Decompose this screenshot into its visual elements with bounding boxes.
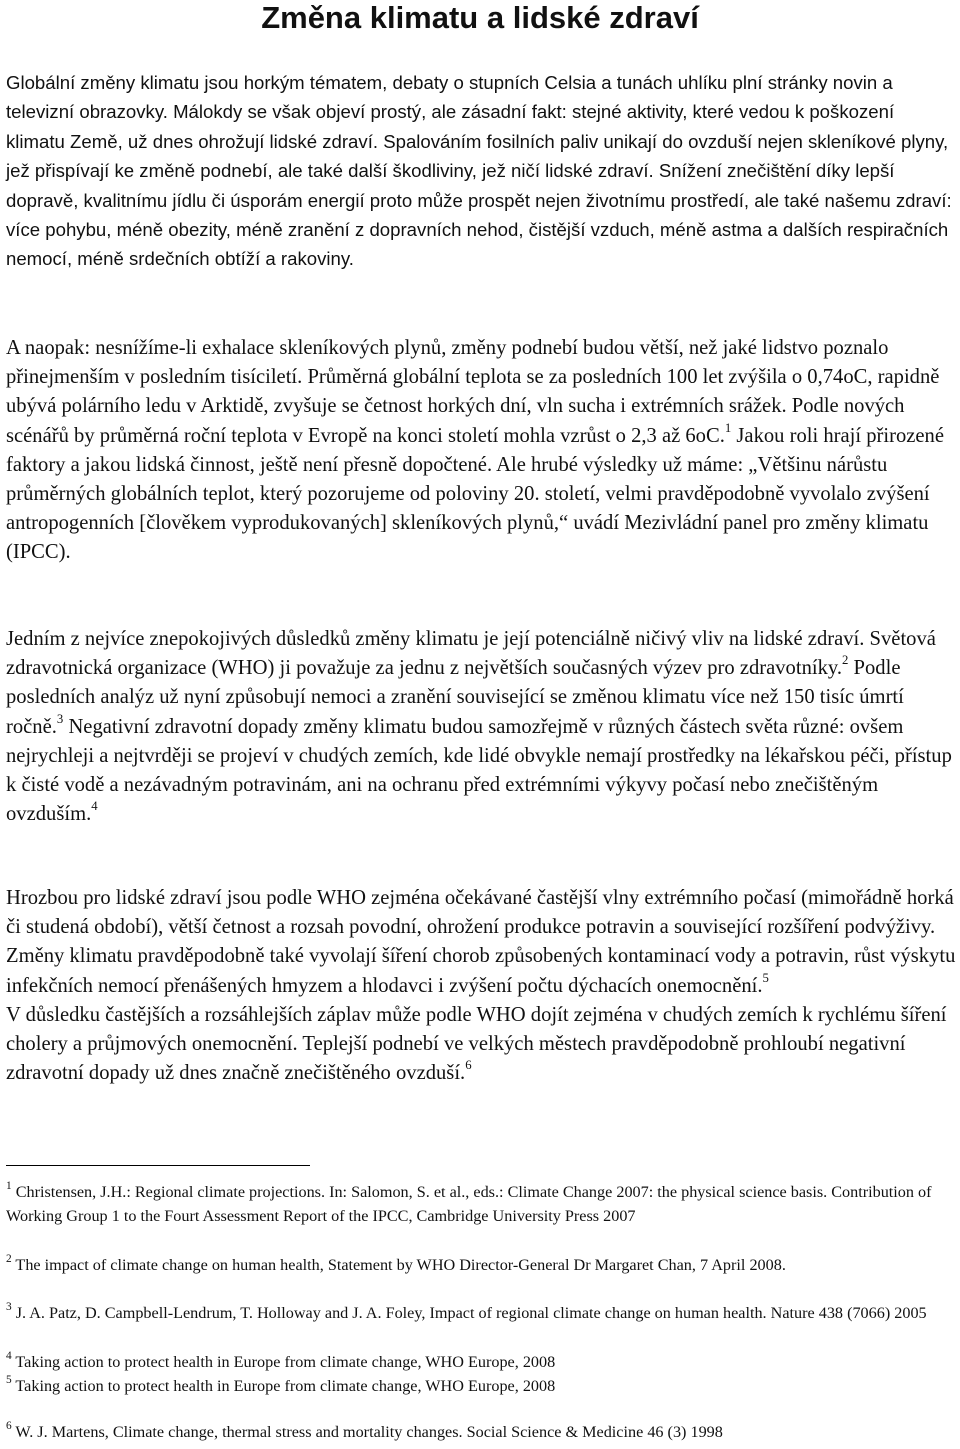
footnote-ref-2: 2 — [842, 653, 849, 668]
paragraph-who-text-2: V důsledku častějších a rozsáhlejších záplav může podle WHO dojít zejména v chudých zemích k rychlému šíření cholery a průjmových onemocnění. Teplejší podnebí ve velkých městech pravděpodobně prohloubí negativní zdravotní dopady už dnes značně znečištěného ovzduší. — [6, 1003, 947, 1085]
footnote-text: Christensen, J.H.: Regional climate projections. In: Salomon, S. et al., eds.: Climate Change 2007: the physical science basis. Contribution of Working Group 1 to the Fourt Assessment Report of the IPCC, Cambridge University Press 2007 — [6, 1183, 932, 1226]
paragraph-who-threats — [6, 884, 956, 1088]
page-title: Změna klimatu a lidské zdraví — [261, 0, 699, 35]
footnote-ref-4: 4 — [91, 799, 98, 814]
footnote-ref-1: 1 — [724, 420, 732, 435]
paragraph-intro-text-1: Globální změny klimatu jsou horkým tématem, debaty o stupních Celsia a tunách uhlíku plní stránky novin a televizní obrazovky. Málokdy se však objeví prostý, ale zásadní fakt: stejné aktivity, které vedou k poškození klimatu Země, už dnes ohrožují lidské zdraví. — [6, 72, 895, 152]
paragraph-who-text-1: Hrozbou pro lidské zdraví jsou podle WHO zejména očekávané častější vlny extrémního počasí (mimořádně horká či studená období), větší četnost a rozsah povodní, ohrožení produkce potravin a související rozšíření podvýživy. Změny klimatu pravděpodobně také vyvolají šíření chorob způsobených kontaminací vody a potravin, růst výskytu infekčních nemocí přenášených hmyzem a hlodavci i zvýšení počtu dýchacích onemocnění. — [6, 887, 956, 997]
footnote-6 — [6, 1420, 956, 1444]
footnote-number: 1 — [6, 1179, 12, 1192]
footnote-text: The impact of climate change on human health, Statement by WHO Director-General Dr Margaret Chan, 7 April 2008. — [11, 1256, 786, 1274]
paragraph-health-text-2: Podle posledních analýz už nyní způsobují nemoci a zranění související se změnou klimatu více než 150 tisíc úmrtí ročně. — [6, 657, 904, 738]
paragraph-temperature-text-3: Jakou roli hrají přirozené faktory a jakou lidská činnost, ještě není přesně dopočtené. Ale hrubé výsledky už máme: „Většinu nárůstu průměrných globálních teplot, který pozorujeme od poloviny 20. století, velmi pravděpodobně vyvolalo zvýšení antropogenních [člověkem vyprodukovaných] skleníkových plynů,“ uvádí Mezivládní panel pro změny klimatu (IPCC). — [6, 424, 944, 564]
paragraph-temperature-text-2: Průměrná globální teplota se za posledních 100 let zvýšila o 0,74oC, rapidně ubývá polárního ledu v Arktidě, zvyšuje se četnost horkých dní, vln sucha i extrémních srážek. Podle nových scénářů by průměrná roční teplota v Evropě na konci století mohla vzrůst o 2,3 až 6oC. — [6, 366, 940, 447]
footnote-text: Taking action to protect health in Europe from climate change, WHO Europe, 2008 — [11, 1377, 556, 1395]
paragraph-health-text-3: Negativní zdravotní dopady změny klimatu budou samozřejmě v různých částech světa různé: ovšem nejrychleji a nejtvrději se projeví v chudých zemích, kde lidé obvykle nemají prostředky na lékařskou péči, přístup k čisté vodě a nezávadným potravinám, ani na ochranu před extrémními výkyvy počasí nebo znečištěným ovzduším. — [6, 715, 952, 826]
footnote-number: 6 — [6, 1419, 12, 1432]
footnote-text: W. J. Martens, Climate change, thermal stress and mortality changes. Social Science & Medicine 46 (3) 1998 — [11, 1423, 723, 1441]
footnote-number: 2 — [6, 1252, 12, 1265]
paragraph-health-impact — [6, 625, 956, 829]
footnote-number: 4 — [6, 1349, 12, 1362]
footnote-4 — [6, 1350, 956, 1374]
footnote-ref-6: 6 — [465, 1058, 472, 1073]
footnote-ref-3: 3 — [56, 711, 64, 726]
footnote-2 — [6, 1253, 956, 1277]
paragraph-health-text-1: Jedním z nejvíce znepokojivých důsledků změny klimatu je její potenciálně ničivý vliv na lidské zdraví. Světová zdravotnická organizace (WHO) ji považuje za jednu z největších současných výzev pro zdravotníky. — [6, 628, 936, 680]
footnote-text: J. A. Patz, D. Campbell-Lendrum, T. Holloway and J. A. Foley, Impact of regional climate change on human health. Nature 438 (7066) 2005 — [11, 1304, 927, 1322]
footnote-text: Taking action to protect health in Europe from climate change, WHO Europe, 2008 — [11, 1353, 556, 1371]
footnote-number: 3 — [6, 1300, 12, 1313]
paragraph-intro-text-3: Snížení znečištění díky lepší dopravě, kvalitnímu jídlu či úsporám energií proto může prospět nejen životnímu prostředí, ale také našemu zdraví: více pohybu, méně obezity, méně zranění z dopravních nehod, čistější vzduch, méně astma a dalších respiračních nemocí, méně srdečních obtíží a rakoviny. — [6, 160, 952, 270]
paragraph-temperature — [6, 334, 956, 568]
footnote-5 — [6, 1374, 956, 1398]
footnote-ref-5: 5 — [762, 970, 769, 985]
footnote-3 — [6, 1301, 956, 1325]
footnote-number: 5 — [6, 1373, 12, 1386]
paragraph-intro-text-2: Spalováním fosilních paliv unikají do ovzduší nejen skleníkové plyny, jež přispívají ke změně podnebí, ale také další škodliviny, jež ničí lidské zdraví. — [6, 130, 949, 182]
footnote-separator — [6, 1165, 310, 1166]
paragraph-intro — [6, 68, 956, 274]
footnote-1 — [6, 1180, 956, 1229]
paragraph-temperature-text-1: A naopak: nesnížíme-li exhalace skleníkových plynů, změny podnebí budou větší, než jaké lidstvo poznalo přinejmenším v posledním tisíciletí. — [6, 337, 889, 389]
